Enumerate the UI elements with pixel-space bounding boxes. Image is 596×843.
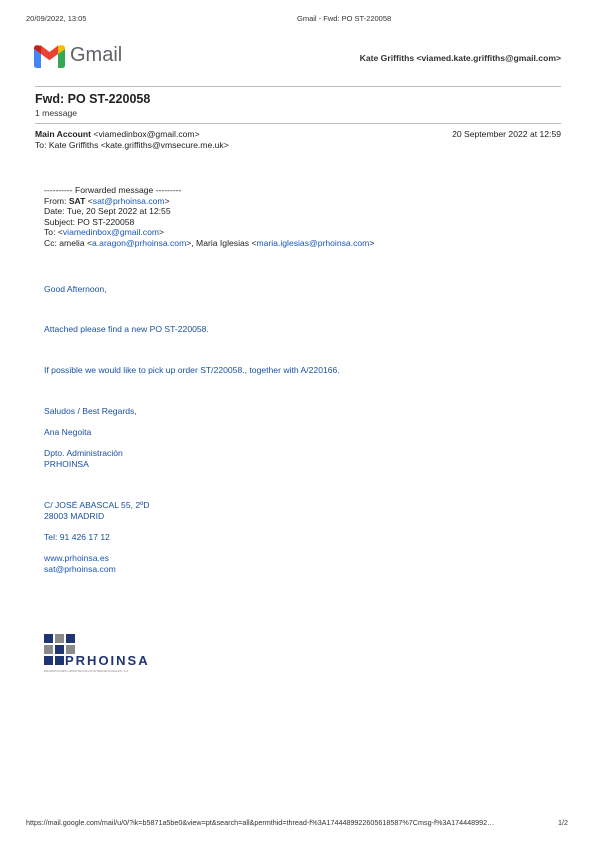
regards: Saludos / Best Regards, [44, 406, 137, 416]
message-to: To: Kate Griffiths <kate.griffiths@vmsecure.me.uk> [35, 140, 229, 150]
print-footer-url: https://mail.google.com/mail/u/0/?ik=b5871a5be0&view=pt&search=all&permthid=thread-f%3A1744489922605618587%7Cmsg-f%3A174448992… [26, 818, 495, 827]
signature-dept [44, 448, 123, 469]
sender-name: Main Account [35, 129, 92, 139]
print-page-title: Gmail - Fwd: PO ST-220058 [297, 14, 392, 23]
forwarded-block [44, 185, 374, 249]
forward-to [44, 227, 374, 238]
forward-subject: Subject: PO ST-220058 [44, 216, 135, 227]
contact-links [44, 553, 116, 574]
body-line-2: If possible we would like to pick up order ST/220058., together with A/220166. [44, 365, 340, 375]
forward-cc-label: Cc: amelia < [44, 237, 92, 248]
prhoinsa-logo [44, 634, 184, 676]
forward-from [44, 196, 374, 207]
forward-to-email-link[interactable]: viamedinbox@gmail.com [62, 227, 160, 238]
website-link[interactable]: www.prhoinsa.es [44, 553, 109, 563]
forward-date: Date: Tue, 20 Sept 2022 at 12:55 [44, 206, 171, 217]
email-link[interactable]: sat@prhoinsa.com [44, 563, 116, 574]
print-datetime: 20/09/2022, 13:05 [26, 14, 87, 23]
forward-to-label: To: < [44, 227, 63, 238]
message-from [35, 129, 200, 139]
sender-email: <viamedinbox@gmail.com> [93, 129, 200, 139]
bracket: > [159, 227, 165, 238]
forward-from-label: From: [44, 195, 69, 206]
gmail-wordmark: Gmail [70, 44, 123, 66]
divider [35, 123, 561, 124]
cc-email-link-2[interactable]: maria.iglesias@prhoinsa.com [256, 237, 370, 248]
greeting: Good Afternoon, [44, 284, 107, 294]
bracket: > [369, 237, 375, 248]
company-name: PRHOINSA [44, 458, 89, 469]
department: Dpto. Administración [44, 448, 123, 458]
message-date: 20 September 2022 at 12:59 [452, 129, 561, 139]
logo-wordmark: PRHOINSA [65, 653, 150, 668]
forward-from-email-link[interactable]: sat@prhoinsa.com [92, 195, 165, 206]
bracket: < [85, 195, 93, 206]
forward-from-name: SAT [68, 195, 86, 206]
signature-name: Ana Negoita [44, 427, 92, 437]
forward-cc [44, 238, 374, 249]
gmail-logo-icon [34, 45, 65, 68]
print-page-number: 1/2 [558, 818, 568, 827]
account-user: Kate Griffiths <viamed.kate.griffiths@gmail.com> [359, 53, 561, 63]
body-line-1: Attached please find a new PO ST-220058. [44, 324, 209, 334]
thread-subject: Fwd: PO ST-220058 [35, 92, 151, 106]
phone: Tel: 91 426 17 12 [44, 532, 110, 542]
address-line-1: C/ JOSÉ ABASCAL 55, 2ºD [44, 500, 150, 510]
forward-separator: ---------- Forwarded message --------- [44, 185, 182, 195]
thread-count: 1 message [35, 108, 78, 118]
cc-email-link-1[interactable]: a.aragon@prhoinsa.com [92, 237, 187, 248]
logo-tagline: PROMOCIONES HIDROTECNICAS INTERNACIONALES, S.A. [44, 669, 130, 673]
forward-cc-mid: >, Maria Iglesias < [186, 237, 257, 248]
address [44, 500, 150, 521]
bracket: > [164, 195, 170, 206]
divider [35, 86, 561, 87]
address-line-2: 28003 MADRID [44, 510, 105, 521]
